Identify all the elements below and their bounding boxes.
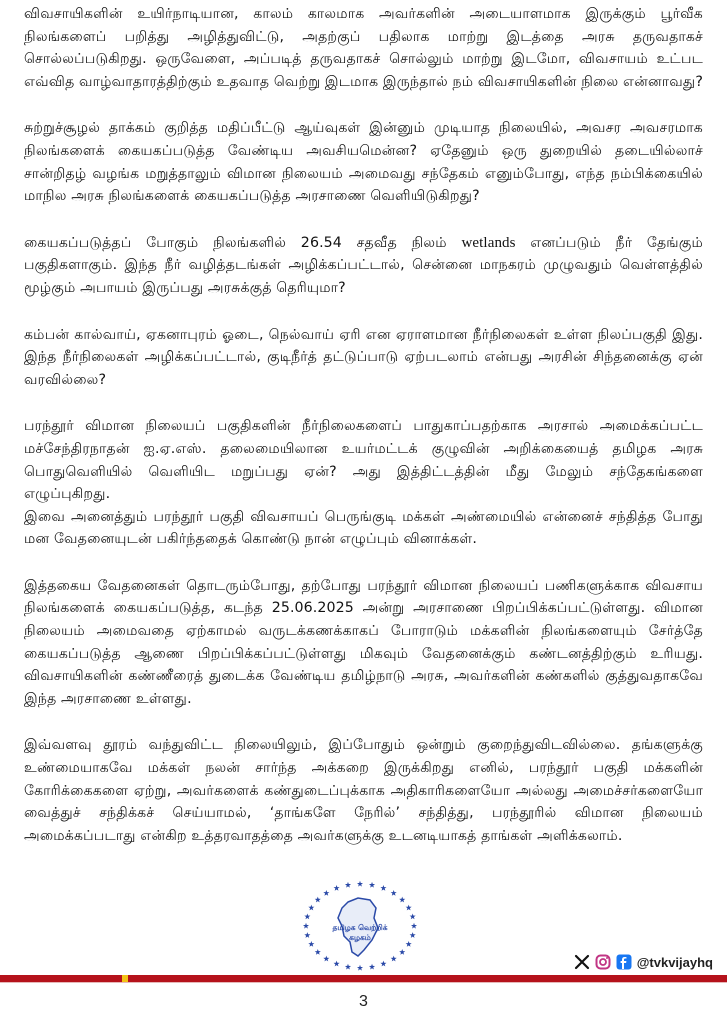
social-handle-bar <box>574 952 713 972</box>
paragraph-6: இவை அனைத்தும் பரந்தூர் பகுதி விவசாயப் பெருங்குடி மக்கள் அண்மையில் என்னைச் சந்தித்த போது மன வேதனையுடன் பகிர்ந்ததைக் கொண்டு நான் எழுப்பும் வினாக்கள். <box>24 508 703 548</box>
footer-color-bar <box>0 975 727 982</box>
logo-star <box>391 956 397 962</box>
logo-star <box>357 881 363 887</box>
tvk-party-logo <box>300 880 420 972</box>
paragraph-2: சுற்றுச்சூழல் தாக்கம் குறித்த மதிப்பீட்டு ஆய்வுகள் இன்னும் முடியாத நிலையில், அவசர அவசரமாக நிலங்களைக் கையகப்படுத்த வேண்டிய அவசியமென்ன? ஏதேனும் ஒரு துறையில் தடையில்லாச் சான்றிதழ் வழங்க மறுத்தாலும் விமான நிலையம் அமைவது சந்தேகம் எனும்போது, எந்த நம்பிக்கையில் மாநில அரசு நிலங்களைக் கையகப்படுத்த அரசாணை வெளியிடுகிறது? <box>24 120 703 205</box>
logo-star <box>369 882 375 888</box>
page-number: 3 <box>359 993 368 1010</box>
logo-star <box>406 941 412 947</box>
logo-star <box>391 890 397 896</box>
logo-star <box>345 882 351 888</box>
paragraph-8: இவ்வளவு தூரம் வந்துவிட்ட நிலையிலும், இப்போதும் ஒன்றும் குறைந்துவிடவில்லை. தங்களுக்கு உண்மையாகவே மக்கள் நலன் சார்ந்த அக்கறை இருக்கிறது எனில், பரந்தூர் பகுதி மக்களின் கோரிக்கைகளை ஏற்று, அவர்களைக் கண்துடைப்புக்காக அதிகாரிகளையோ அல்லது அமைச்சர்களையோ வைத்துச் சந்திக்கச் செய்யாமல், ‘தாங்களே நேரில்’ சந்தித்து, பரந்தூரில் விமான நிலையம் அமைக்கப்படாது என்கிற உத்தரவாதத்தை அவர்களுக்கு உடனடியாகத் தாங்கள் அளிக்கலாம். <box>24 737 703 844</box>
logo-text-line1: தமிழக வெற்றிக் <box>332 923 388 932</box>
instagram-icon[interactable] <box>595 954 611 970</box>
logo-star <box>380 961 386 967</box>
logo-star <box>334 885 340 891</box>
logo-star <box>410 913 416 919</box>
paragraph-3 <box>24 232 703 300</box>
logo-star <box>304 913 310 919</box>
paragraph-3-before: கையகப்படுத்தப் போகும் நிலங்களில் 26.54 சதவீத நிலம் <box>24 234 462 251</box>
social-handle-text[interactable]: @tvkvijayhq <box>636 954 713 970</box>
facebook-icon[interactable] <box>616 954 632 970</box>
footer-divider <box>0 982 727 983</box>
logo-star <box>399 897 405 903</box>
logo-star <box>303 923 309 929</box>
paragraph-7: இத்தகைய வேதனைகள் தொடரும்போது, தற்போது பரந்தூர் விமான நிலையப் பணிகளுக்காக விவசாய நிலங்களைக் கையகப்படுத்த, கடந்த 25.06.2025 அன்று அரசாணை பிறப்பிக்கப்பட்டுள்ளது. விமான நிலையம் அமைவதை ஏற்காமல் வருடக்கணக்காகப் போராடும் மக்களின் நிலங்களையும் சேர்த்தே கையகப்படுத்த ஆணை பிறப்பிக்கப்பட்டுள்ளது மிகவும் வேதனைக்கும் கண்டனத்திற்கும் உரியது. விவசாயிகளின் கண்ணீரைத் துடைக்க வேண்டிய தமிழ்நாடு அரசு, அவர்களின் கண்களில் குத்துவதாகவே இந்த அரசாணை உள்ளது. <box>24 577 703 707</box>
logo-star <box>345 964 351 970</box>
paragraph-3-after: எனப்படும் நீர் தேங்கும் பகுதிகளாகும். இந்த நீர் வழித்தடங்கள் அழிக்கப்பட்டால், சென்னை மாநகரம் முழுவதும் வெள்ளத்தில் மூழ்கும் அபாயம் இருப்பது அரசுக்குத் தெரியுமா? <box>24 234 703 296</box>
paragraph-1: விவசாயிகளின் உயிர்நாடியான, காலம் காலமாக அவர்களின் அடையாளமாக இருக்கும் பூர்வீக நிலங்களைப் பறித்து அழித்துவிட்டு, அதற்குப் பதிலாக மாற்று இடத்தை அரசு தருவதாகச் சொல்லப்படுகிறது. ஒருவேளை, அப்படித் தருவதாகச் சொல்லும் மாற்று இடமோ, விவசாயம் உட்பட எவ்வித வாழ்வாதாரத்திற்கும் உதவாத வெற்று இடமாக இருந்தால் நம் விவசாயிகளின் நிலை என்னாவது? <box>24 6 703 90</box>
paragraph-4: கம்பன் கால்வாய், ஏகனாபுரம் ஓடை, நெல்வாய் ஏரி என ஏராளமான நீர்நிலைகள் உள்ள நிலப்பகுதி இது. இந்த நீர்நிலைகள் அழிக்கப்பட்டால், குடிநீர்த் தட்டுப்பாடு ஏற்படலாம் என்பது அரசின் சிந்தனைக்கு ஏன் வரவில்லை? <box>24 326 703 388</box>
x-icon[interactable] <box>574 954 590 970</box>
logo-star <box>406 905 412 911</box>
logo-star <box>315 949 321 955</box>
wetlands-term: wetlands <box>461 234 516 251</box>
logo-star <box>315 897 321 903</box>
logo-star <box>308 905 314 911</box>
logo-star <box>411 923 417 929</box>
logo-star <box>357 965 363 971</box>
logo-star <box>369 964 375 970</box>
logo-star <box>308 941 314 947</box>
logo-star <box>304 932 310 938</box>
logo-text-line2: கழகம் <box>349 933 371 942</box>
logo-star <box>323 956 329 962</box>
paragraph-5: பரந்தூர் விமான நிலையப் பகுதிகளின் நீர்நிலைகளைப் பாதுகாப்பதற்காக அரசால் அமைக்கப்பட்ட மச்சேந்திரநாதன் ஐ.ஏ.எஸ். தலைமையிலான உயர்மட்டக் குழுவின் அறிக்கையைத் தமிழக அரசு பொதுவெளியில் வெளியிட மறுப்பது ஏன்? அது இத்திட்டத்தின் மீது மேலும் சந்தேகங்களை எழுப்புகிறது. <box>24 418 703 503</box>
logo-star <box>323 890 329 896</box>
logo-star <box>380 885 386 891</box>
logo-star <box>399 949 405 955</box>
logo-star <box>410 932 416 938</box>
letter-body <box>24 3 703 847</box>
logo-star <box>334 961 340 967</box>
